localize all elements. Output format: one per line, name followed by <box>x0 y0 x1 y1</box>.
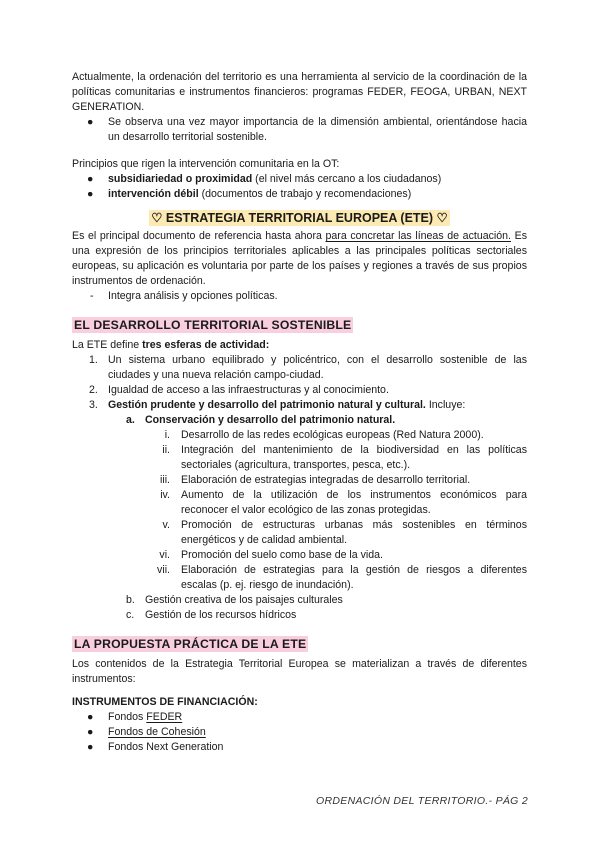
numbered-item: 3. Gestión prudente y desarrollo del patrimonio natural y cultural. Incluye: <box>89 399 466 411</box>
roman-item: i. Desarrollo de las redes ecológicas europeas (Red Natura 2000). <box>164 429 484 441</box>
section-heading-desarrollo: EL DESARROLLO TERRITORIAL SOSTENIBLE <box>74 318 352 332</box>
alpha-item: b. Gestión creativa de los paisajes culturales <box>126 594 343 606</box>
roman-item: vii. Elaboración de estrategias para la gestión de riesgos a diferentes escalas (p. ej. riesgo de inundación). <box>157 564 527 591</box>
numbered-item: 2. Igualdad de acceso a las infraestructuras y al conocimiento. <box>89 384 389 396</box>
document-page <box>72 70 527 755</box>
roman-item: ii. Integración del mantenimiento de la biodiversidad en las políticas sectoriales (agricultura, transportes, pesca, etc.). <box>162 444 527 471</box>
ete-title: ♡ ESTRATEGIA TERRITORIAL EUROPEA (ETE) ♡ <box>151 211 448 225</box>
section-heading-propuesta: LA PROPUESTA PRÁCTICA DE LA ETE <box>74 637 307 651</box>
page-footer: ORDENACIÓN DEL TERRITORIO.- PÁG 2 <box>316 795 528 807</box>
desarrollo-intro: La ETE define tres esferas de actividad: <box>72 339 270 351</box>
principles-heading: Principios que rigen la intervención comunitaria en la OT: <box>72 158 340 170</box>
bullet-dot-icon: ● <box>87 726 94 738</box>
feder-link: FEDER <box>146 711 183 723</box>
bullet-dot-icon: ● <box>87 188 94 200</box>
instrument-item: ● Fondos Next Generation <box>87 741 224 753</box>
bullet-dot-icon: ● <box>87 173 94 185</box>
alpha-item: c. Gestión de los recursos hídricos <box>126 609 297 621</box>
cohesion-link: Fondos de Cohesión <box>108 726 206 738</box>
principle-item: ● intervención débil (documentos de trabajo y recomendaciones) <box>87 188 412 200</box>
propuesta-paragraph: Los contenidos de la Estrategia Territorial Europea se materializan a través de diferentes instrumentos: <box>72 658 527 685</box>
instrument-item <box>72 725 527 740</box>
intro-bullet: ● Se observa una vez mayor importancia de la dimensión ambiental, orientándose hacia un desarrollo territorial sostenible. <box>87 116 527 143</box>
ete-underlined-phrase: para concretar las líneas de actuación. <box>325 230 511 242</box>
ete-paragraph: Es el principal documento de referencia hasta ahora para concretar las líneas de actuación. Es una expresión de los principios territoriales aplicables a las principales políticas sectoriales europeas, su aplicación es voluntaria por parte de los países y regiones a través de sus propios instrumentos de ordenación. <box>72 230 527 287</box>
alpha-item: a. Conservación y desarrollo del patrimonio natural. <box>126 414 396 426</box>
instruments-heading: INSTRUMENTOS DE FINANCIACIÓN: <box>72 696 258 708</box>
principle-item: ● subsidiariedad o proximidad (el nivel más cercano a los ciudadanos) <box>87 173 442 185</box>
roman-item: iv. Aumento de la utilización de los instrumentos económicos para reconocer el valor ecológico de las zonas protegidas. <box>160 489 527 516</box>
bullet-dot-icon: ● <box>87 116 94 128</box>
intro-paragraph: Actualmente, la ordenación del territorio es una herramienta al servicio de la coordinación de la políticas comunitarias e instrumentos financieros: programas FEDER, FEOGA, URBAN, NEXT GENERATION. <box>72 71 527 113</box>
roman-item: iii. Elaboración de estrategias integradas de desarrollo territorial. <box>159 474 471 486</box>
numbered-item: 1. Un sistema urbano equilibrado y policéntrico, con el desarrollo sostenible de las ciudades y una nueva relación campo-ciudad. <box>89 354 527 381</box>
ete-dash-item: - Integra análisis y opciones políticas. <box>90 290 278 302</box>
roman-item: vi. Promoción del suelo como base de la vida. <box>159 549 383 561</box>
instrument-item: ● Fondos FEDER <box>87 711 183 723</box>
bullet-dot-icon: ● <box>87 741 94 753</box>
bullet-dot-icon: ● <box>87 711 94 723</box>
roman-item: v. Promoción de estructuras urbanas más sostenibles en términos energéticos y de calidad ambiental. <box>162 519 527 546</box>
